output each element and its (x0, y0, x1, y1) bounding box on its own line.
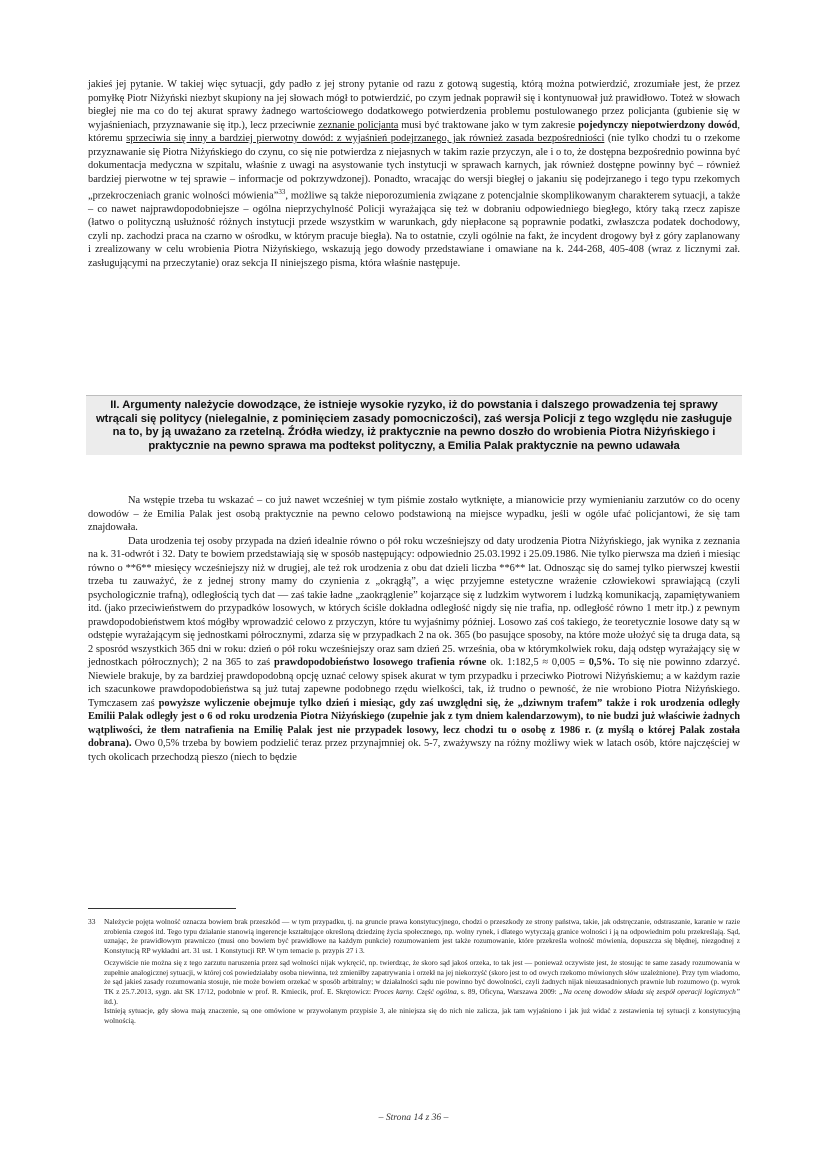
bold-text: prawdopodobieństwo losowego trafienia równe (274, 657, 487, 668)
paragraph-dates (88, 535, 740, 765)
text-run: itd.). (104, 996, 118, 1006)
footnote-separator (88, 908, 236, 909)
footnote-paragraph (104, 958, 740, 1007)
section-heading: II. Argumenty należycie dowodzące, że istnieje wysokie ryzyko, iż do powstania i dalszego prowadzenia tej sprawy wtrącali się politycy (nielegalnie, z pominięciem zasady pomocniczości), zaś wersja Policji z tego względu nie zasługuje na to, by ją uważano za rzetelną. Źródła wiedzy, iż praktycznie na pewno doszło do wrobienia Piotra Niżyńskiego i praktycznie na pewno sprawa ma podtekst polityczny, a Emilia Palak praktycznie na pewno udawała (95, 399, 732, 452)
section-heading-box (86, 395, 742, 455)
text-run: jakieś jej pytanie. W takiej więc sytuacji, gdy padło z jej strony pytanie od razu z gotową sugestią, którą można potwierdzić, zrozumiałe jest, że przez pomyłkę Piotr Niżyński niezbyt skupiony na jej słowach mógł to potwierdzić, po czym jednak poprawił się i kontynuował już prawidłowo. Toteż w słowach biegłej nie ma co do tej akurat sprawy żadnego wartościowego dodatkowego potwierdzenia problemu postulowanego przez policjanta (gubienie się w wyjaśnieniach, przyznawanie się itp.), lecz przeciwnie (88, 79, 740, 131)
italic-text: Proces karny. Część ogólna (373, 986, 457, 996)
page-number: – Strona 14 z 36 – (378, 1112, 449, 1123)
footnote-body (104, 917, 740, 1026)
text-run: , któremu (88, 119, 740, 144)
text-run: , s. 89, Oficyna, Warszawa 2009: (456, 986, 560, 996)
underlined-text: sprzeciwia się inny a bardziej pierwotny dowód: z wyjaśnień podejrzanego, jak również zasada bezpośredniości (126, 133, 605, 144)
text-run: , możliwe są także nieporozumienia związane z potencjalnie skomplikowanym charakterem sytuacji, a także – co nawet najprawdopodobniejsze – ogólna nieprzychylność Policji wyrażająca się też w dobraniu odpowiedniego biegłego, który taką rzecz zapisze (łatwo o polityczną usłużność różnych instytucji przede wszystkim w warunkach, gdy niepłacone są poprawnie podatki, zwłaszcza podatek dochodowy, czyli np. zachodzi praca na czarno w ośrodku, w którym pracuje biegła). Na to ostatnie, czyli ogólnie na fakt, że incydent drogowy był z góry zaplanowany i zrealizowany w celu wrobienia Piotra Niżyńskiego, wskazują jego dowody przedstawiane i omawiane na k. 244-268, 405-408 (wraz z licznymi zał. zasługującymi na przeczytanie) oraz sekcja II niniejszego pisma, która właśnie następuje. (88, 190, 740, 269)
underlined-text: zeznanie policjanta (318, 119, 399, 131)
footnote-reference: 33 (278, 188, 286, 196)
footnote-paragraph: Należycie pojęta wolność oznacza bowiem brak przeszkód — w tym przypadku, tj. na gruncie prawa konstytucyjnego, chodzi o przeszkody ze strony państwa, takie, jak odstręczanie, odstraszanie, karanie w razie zrobienia czegoś itd. Tego typu działanie stanowią ingerencje kształtujące określoną dziedzinę życia społecznego, np. wolny rynek, i dlatego wytyczają granice wolności i ją na odpowiednim polu przekreślają. Sąd, uznając, że prawidłowym prawniczo (musi ono bowiem być prawidłowe na każdym punkcie) rozumowaniem jest także rozumowanie, które przekreśla wolność mówienia, dopuszcza się błędnej, niezgodnej z Konstytucją RP wykładni art. 31 ust. 1 Konstytucji RP. W tym temacie p. przypis 27 i 3. (104, 917, 740, 956)
text-run: Oczywiście nie można się z tego zarzutu naruszenia przez sąd wolności nijak wykręcić, np. twierdząc, że skoro sąd jakoś orzeka, to tak jest — ponieważ oczywiste jest, że stosując te same zasady rozumowania w zupełnie analogicznej sytuacji, w której coś powiedziałaby osoba niewinna, też zmieniłby zapatrywania i orzekł na jej niekorzyść (skoro jest to od owych rzekomo mówionych słów uzależnione). Przy tym wiadomo, że sąd jakieś zasady rozumowania stosuje, nie może bowiem orzekać w sposób arbitralny; w działalności sądu nie powinno być dowolności, czyli żadnych nijak nieuzasadnionych prawnie lub rozumowo (p. wyrok TK z 25.7.2013, sygn. akt SK 17/12, podobnie w prof. R. Kmiecik, prof. E. Skrętowicz: (104, 957, 740, 996)
bold-text: 0,5%. (588, 657, 615, 668)
text-run: Owo 0,5% trzeba by bowiem podzielić teraz przez przynajmniej ok. 5-7, zważywszy na różny możliwy wiek w latach osób, które najczęściej w tych okolicach przechodzą pieszo (niech to będzie (88, 738, 740, 763)
bold-text: powyższe wyliczenie obejmuje tylko dzień i miesiąc, gdy zaś uwzględni się, że „dziwnym trafem” także i rok urodzenia odległy Emilii Palak odległy jest o 6 od roku urodzenia Piotra Niżyńskiego (zupełnie jak z tym dniem kalendarzowym), to nie budzi już właściwie żadnych wątpliwości, że tłem natrafienia na Emilię Palak jest nie przypadek losowy, lecz chodzi tu o osobę z 1986 r. (z myślą o której Palak została dobrana). (88, 697, 740, 749)
footnote (88, 917, 740, 1026)
paragraph-intro: Na wstępie trzeba tu wskazać – co już nawet wcześniej w tym piśmie zostało wytknięte, a mianowicie przy wymienianiu zarzutów co do oceny dowodów – że Emilia Palak jest osobą praktycznie na pewno celowo podstawioną na miejsce wypadku, jeśli w ogóle ufać policjantowi, że się tam znajdowała. (88, 495, 740, 533)
text-run: Data urodzenia tej osoby przypada na dzień idealnie równo o pół roku wcześniejszy od daty urodzenia Piotra Niżyńskiego, jak wynika z zeznania na k. 31-odwrót i 32. Daty te bowiem przedstawiają się w sposób następujący: odpowiednio 25.03.1992 i 25.09.1986. Nie tylko pierwsza ma dzień i miesiąc równo o **6** miesięcy wcześniejszy niż w drugiej, ale też rok urodzenia z obu dat dzieli liczba **6** lat. Odnosząc się do samej tylko pierwszej kwestii trzeba tu zauważyć, że z jednej strony mamy do czynienia z „okrągłą”, a więc przyjemne estetyczne wrażenie człowiekowi sprawiającą (czyli psychologicznie trafną), odległością tych dat — zaś takie ładne „zaokrąglenie” kojarzące się z ludzkim wytworem i ludzką komunikacją, zapamiętywaniem itd. (jako przeciwieństwem do przypadków losowych, w których ściśle dokładna odległość nigdy się nie trafia, np. odległość równo 1 metr itp.) z pewnym prawdopodobieństwem ktoś mógłby wprowadzić celowo z przyczyn, które tu wyjaśnimy później. Losowo zaś coś takiego, że teoretycznie losowe daty są w odstępie wyrażającym się jednostkami półrocznymi, zdarza się w przypadkach 2 na ok. 365 (bo pasujące sposoby, na które może ułożyć się ta druga data, są 2 sposród wszystkich 365 dni w roku: dzień o pół roku wcześniejszy oraz sam dzień 25. września, oba w którymkolwiek roku, dają odstęp wyrażający się w jednostkach półrocznych); 2 na 365 to zaś (88, 535, 740, 668)
footnote-paragraph: Istnieją sytuacje, gdy słowa mają znaczenie, są one omówione w przywołanym przypisie 3, ale niniejsza się do nich nie zalicza, jak tam wyjaśniono i jak już widać z zestawienia tej sytuacji z konstytucyjną wolnością. (104, 1006, 740, 1026)
bold-text: pojedynczy niepotwierdzony dowód (578, 119, 738, 131)
text-run: (nie tylko chodzi tu o rzekome przyznawanie się Piotra Niżyńskiego do czynu, co się nie potwierdza z niejasnych w takim razie przyczyn, ale i o to, że dostępna bezpośrednio powinna być dokumentacja medyczna w szpitalu, właśnie z uwagi na asystowanie tych instytucji w sprawach karnych, jak również dostępne powinny być – również bardziej pierwotne w tej sprawie – informacje od pokrzywdzonej). Ponadto, wracając do wersji biegłej o jakaniu się podejrzanego i tego typu rzekomych „przekroczeniach granic wolności mówienia” (88, 133, 740, 202)
text-run: ok. 1:182,5 ≈ 0,005 = (486, 657, 589, 668)
section-body (88, 494, 740, 764)
italic-text: „Na ocenę dowodów składa się zespół operacji logicznych” (559, 986, 740, 996)
text-run: musi być traktowane jako w tym zakresie (398, 119, 579, 131)
footnote-number: 33 (88, 917, 96, 926)
paragraph-continuation (88, 78, 740, 270)
text-run: To się nie powinno zdarzyć. Niewiele brakuje, by za bardziej prawdopodobną opcję uznać celowy spisek akurat w tym przypadku i przeciwko Piotrowi Niżyńskiemu; a w każdym razie ich szacunkowe prawdopodobieństwa są już tutaj zapewne podobnego rzędu wielkości, tak, iż trudno o pewność, że nie wrobiono Piotra Niżyńskiego. Tymczasem zaś (88, 657, 741, 709)
